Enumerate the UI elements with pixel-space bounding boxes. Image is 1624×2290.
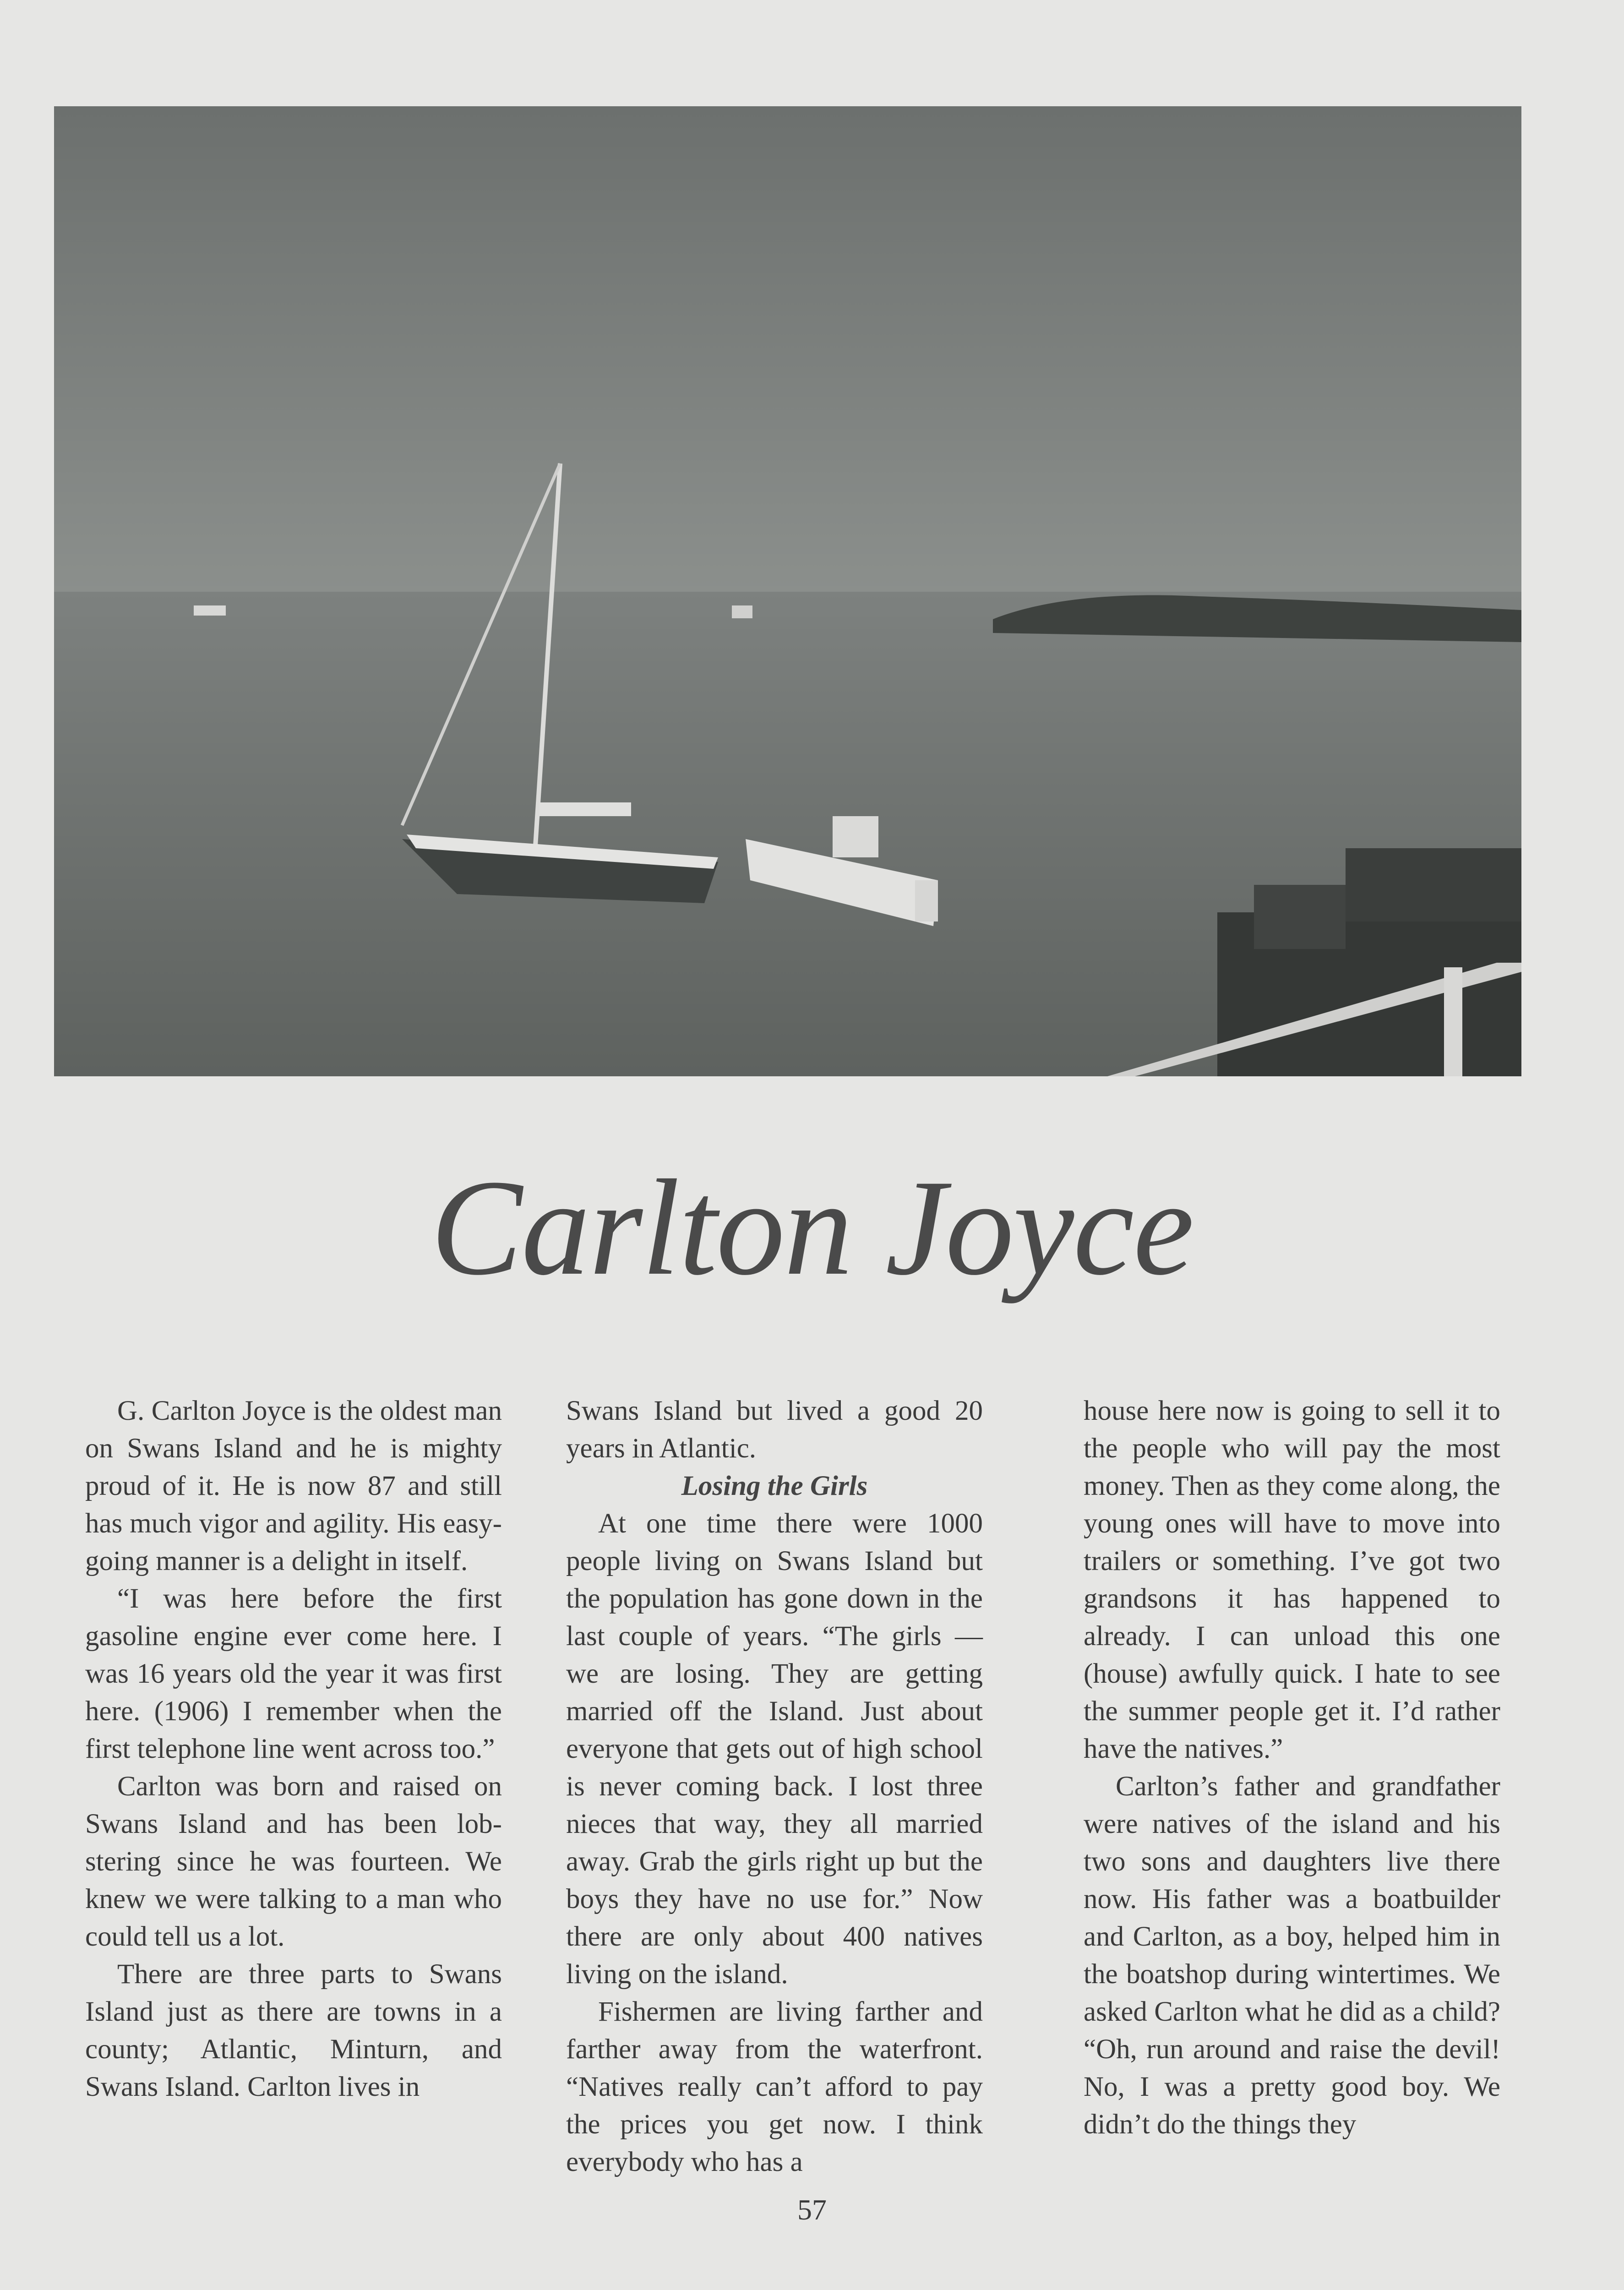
harbor-photo	[54, 106, 1521, 1076]
paragraph: Carlton’s father and grandfather were natives of the island and his two sons and daughters live there now. His father was a boatbuilder and Carlton, as a boy, helped him in the boatshop during wintertimes. We asked Carlton what he did as a child? “Oh, run around and raise the devil! No, I was a pretty good boy. We didn’t do the things they	[1084, 1771, 1500, 2140]
text-column-3	[1084, 1392, 1500, 2143]
text-column-2	[566, 1392, 983, 2181]
article-title: Carlton Joyce	[431, 1151, 1193, 1303]
paragraph: house here now is going to sell it to the people who will pay the most money. Then as they come along, the young ones will have to move into trailers or something. I’ve got two grandsons it has happened to already. I can unload this one (house) awfully quick. I hate to see the summer people get it. I’d rather have the natives.”	[1084, 1396, 1500, 1764]
paragraph: Swans Island but lived a good 20 years in Atlantic.	[566, 1396, 983, 1464]
paragraph: At one time there were 1000 people living on Swans Island but the population has gone down in the last couple of years. “The girls — we are losing. They are getting married off the Island. Just about everyone that gets out of high school is never coming back. I lost three nieces that way, they all married away. Grab the girls right up but the boys they have no use for.” Now there are only about 400 natives living on the island.	[566, 1508, 983, 1990]
paragraph: Carlton was born and raised on Swans Island and has been lob-stering since he was fourteen. We knew we were talking to a man who could tell us a lot.	[85, 1771, 502, 1952]
text-column-1	[85, 1392, 502, 2106]
paragraph: G. Carlton Joyce is the oldest man on Swans Island and he is mighty proud of it. He is now 87 and still has much vigor and agility. His easy-going manner is a delight in itself.	[85, 1396, 502, 1576]
distant-boat-center	[732, 605, 752, 618]
distant-boat-left	[194, 605, 226, 616]
paragraph: “I was here before the first gasoline engine ever come here. I was 16 years old the year it was first here. (1906) I remember when the first telephone line went across too.”	[85, 1583, 502, 1764]
paragraph: There are three parts to Swans Island just as there are towns in a county; Atlantic, Minturn, and Swans Island. Carlton lives in	[85, 1959, 502, 2102]
paragraph: Fishermen are living farther and farther away from the waterfront. “Natives really can’t afford to pay the prices you get now. I think everybody who has a	[566, 1996, 983, 2177]
page-number: 57	[797, 2193, 827, 2226]
harbor-photo-illustration	[54, 106, 1521, 1076]
sky	[54, 106, 1521, 592]
section-heading: Losing the Girls	[681, 1471, 868, 1501]
